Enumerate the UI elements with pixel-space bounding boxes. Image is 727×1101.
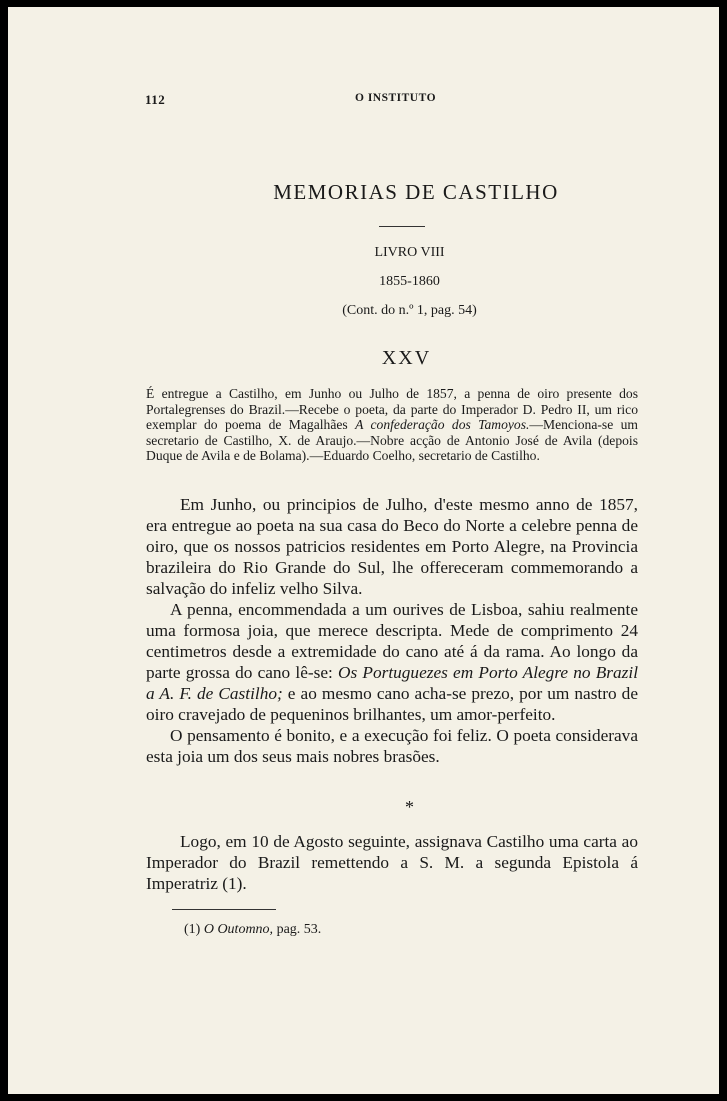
running-title: O INSTITUTO — [355, 92, 437, 104]
footnote-marker: (1) — [184, 922, 201, 937]
summary-text-2: —Menciona-se um secretario de Castilho, X. de Araujo.—Nobre acção de Antonio José de Avila (depois Duque de Avila e de Bolama).—Eduardo Coelho, secretario de Castilho. — [146, 417, 638, 464]
paragraph-2-inscription: Os Portuguezes em Porto Alegre no Brazil a A. F. de Castilho; — [146, 663, 639, 703]
title-divider — [379, 226, 425, 227]
chapter-summary — [146, 386, 638, 464]
book-label: LIVRO VIII — [374, 245, 445, 260]
paragraph-2 — [146, 599, 638, 725]
paragraph-4: Logo, em 10 de Agosto seguinte, assignava Castilho uma carta ao Imperador do Brazil remettendo a S. M. a segunda Epistola á Imperatriz (1). — [146, 832, 638, 893]
section-separator: * — [405, 797, 414, 817]
article-title: MEMORIAS DE CASTILHO — [273, 180, 559, 204]
footnote-work-title: O Outomno, — [203, 922, 274, 937]
paragraph-2-text-a: A penna, encommendada a um ourives de Lisboa, sahiu realmente uma formosa joia, que merece descripta. Mede de comprimento 24 centimetros desde a extremidade do cano até á da rama. Ao longo da parte grossa do cano lê-se: — [146, 600, 638, 682]
main-text-continued — [146, 831, 638, 894]
book-page — [8, 7, 719, 1094]
footnote-divider — [172, 909, 276, 910]
paragraph-1: Em Junho, ou principios de Julho, d'este mesmo anno de 1857, era entregue ao poeta na sua casa do Beco do Norte a celebre penna de oiro, que os nossos patricios residentes em Porto Alegre, na Provincia brazileira do Rio Grande do Sul, lhe offereceram commemorando a salvação do infeliz velho Silva. — [146, 495, 638, 598]
summary-italic-title: A confederação dos Tamoyos. — [355, 417, 530, 433]
continuation-note: (Cont. do n.º 1, pag. 54) — [342, 303, 477, 318]
footnote — [184, 922, 321, 938]
paragraph-2-text-b: e ao mesmo cano acha-se prezo, por um nastro de oiro cravejado de pequeninos brilhantes, um amor-perfeito. — [146, 684, 638, 724]
summary-text-1: É entregue a Castilho, em Junho ou Julho de 1857, a penna de oiro presente dos Portalegrenses do Brazil.—Recebe o poeta, da parte do Imperador D. Pedro II, um rico exemplar do poema de Magalhães — [146, 386, 638, 433]
year-range: 1855-1860 — [379, 274, 440, 289]
footnote-page: pag. 53. — [273, 922, 322, 937]
paragraph-3: O pensamento é bonito, e a execução foi feliz. O poeta considerava esta joia um dos seus mais nobres brasões. — [146, 726, 638, 766]
main-text — [146, 494, 638, 767]
page-number: 112 — [145, 92, 166, 107]
chapter-number: XXV — [381, 347, 432, 369]
